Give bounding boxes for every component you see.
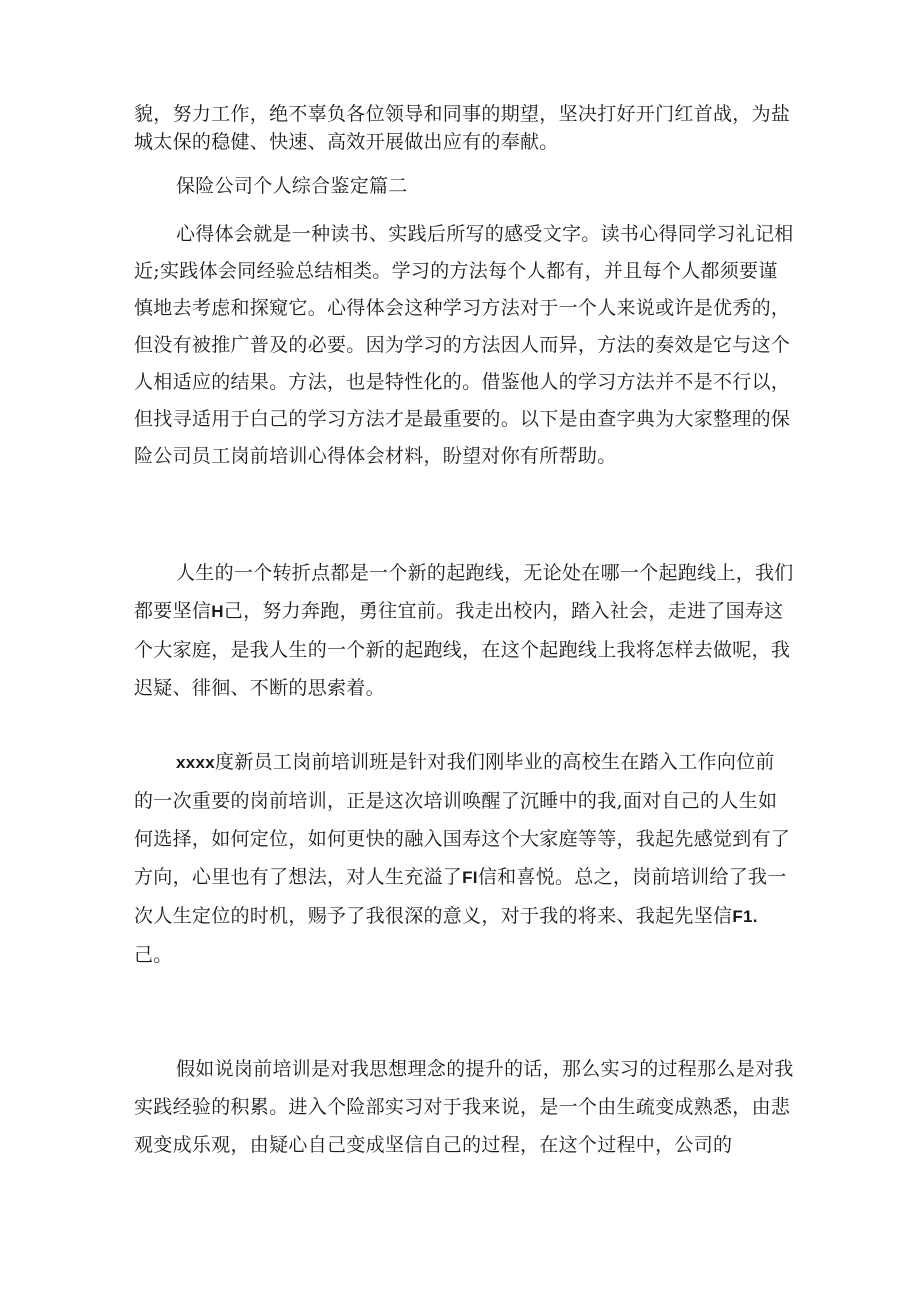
top-paragraph: 貌，努力工作，绝不辜负各位领导和同事的期望，坚决打好开门红首战，为盐城太保的稳健、快速、高效开展做出应有的奉献。 [134, 103, 791, 153]
paragraph-3-ocr-mark-2: F1. [732, 907, 758, 926]
paragraph-2-text-a: 人生的一个转折点都是一个新的起跑线，无论处在哪一个起跑线上，我们都要坚信 [134, 562, 794, 622]
paragraph-1: 心得体会就是一种读书、实践后所写的感受文字。读书心得同学习礼记相近;实践体会同经验总结相类。学习的方法每个人都有，并且每个人都须要谨慎地去考虑和探窥它。心得体会这种学习方法对于一个人来说或许是优秀的，但没有被推广普及的必要。因为学习的方法因人而异，方法的奏效是它与这个人相适应的结果。方法，也是特性化的。借鉴他人的学习方法并不是不行以，但找寻适用于白己的学习方法才是最重要的。以下是由查字典为大家整理的保险公司员工岗前培训心得体会材料，盼望对你有所帮助。 [134, 223, 794, 467]
paragraph-4: 假如说岗前培训是对我思想理念的提升的话，那么实习的过程那么是对我实践经验的积累。进入个险部实习对于我来说，是一个由生疏变成熟悉，由悲观变成乐观，由疑心自己变成坚信自己的过程，在这个过程中，公司的 [134, 1058, 794, 1156]
paragraph-3 [134, 743, 794, 974]
paragraph-3-text-c: 己。 [134, 944, 173, 966]
paragraph-3-text-b: 信和喜悦。总之，岗前培训给了我一次人生定位的时机，赐予了我很深的意义，对于我的将来、我起先坚信 [134, 866, 787, 927]
paragraph-2-text-b: 己，努力奔跑，勇往宜前。我走出校内，踏入社会，走进了国寿这个大家庭，是我人生的一个新的起跑线，在这个起跑线上我将怎样去做呢，我迟疑、徘徊、不断的思索着。 [134, 600, 791, 699]
paragraph-3-year-mark: xxxx [176, 753, 216, 772]
section-heading: 保险公司个人综合鉴定篇二 [176, 175, 408, 197]
paragraph-2 [134, 554, 794, 707]
paragraph-3-text-a: 度新员工岗前培训班是针对我们刚毕业的高校生在踏入工作向位前的一次重要的岗前培训，正是这次培训唤醒了沉睡中的我,面对自己的人生如何选择，如何定位，如何更快的融入国寿这个大家庭等等，我起先感觉到有了方向，心里也有了想法，对人生充溢了 [134, 751, 791, 888]
paragraph-3-ocr-mark-1: FI [462, 868, 478, 887]
paragraph-2-ocr-mark: H [211, 602, 224, 621]
